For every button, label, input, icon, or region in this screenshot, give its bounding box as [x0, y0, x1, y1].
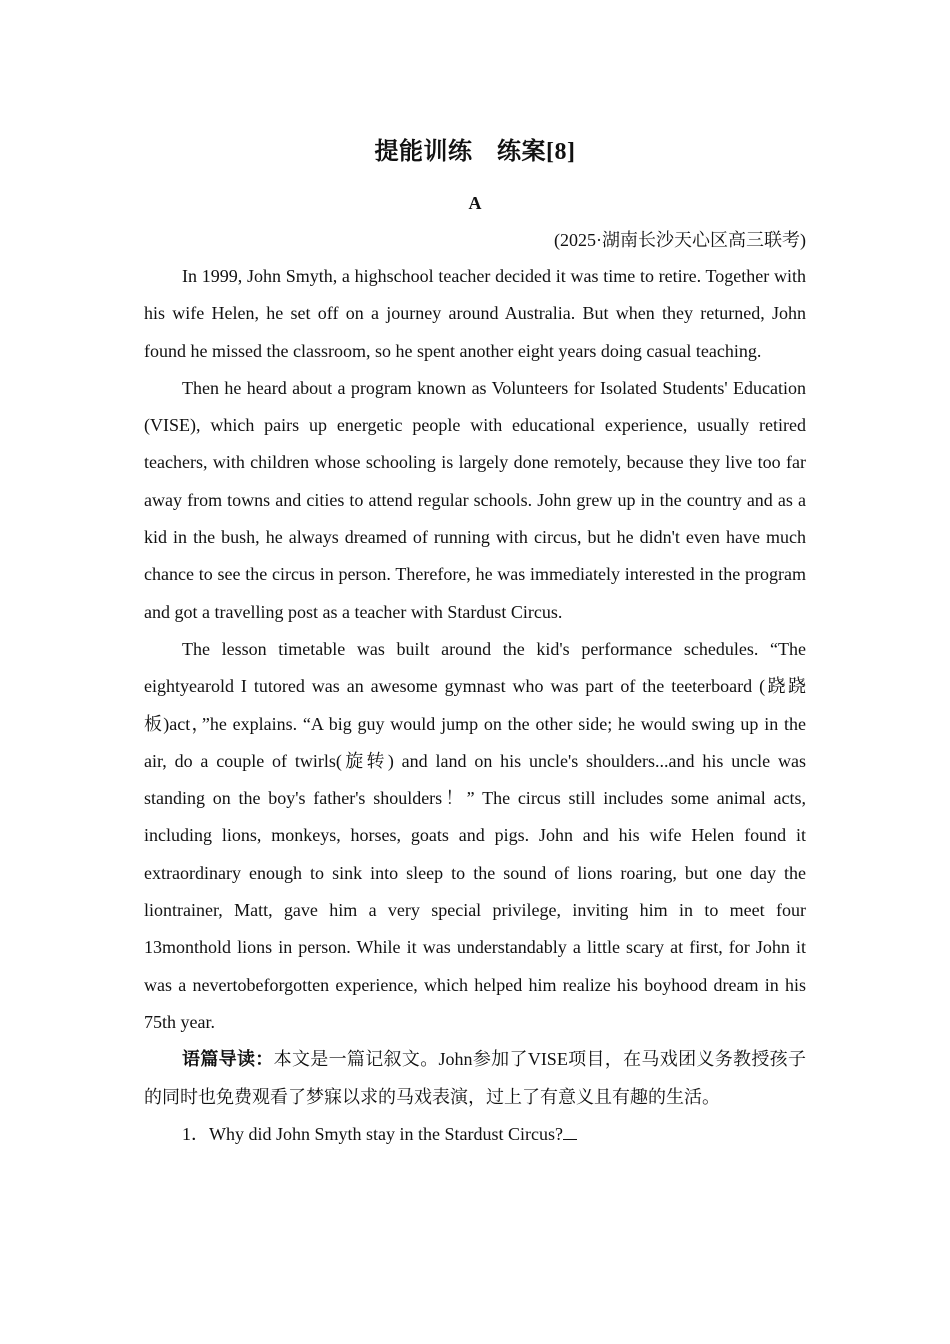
question-1 — [144, 1116, 806, 1153]
source-citation: (2025·湖南长沙天心区高三联考) — [554, 230, 806, 250]
passage-paragraph-1: In 1999, John Smyth, a highschool teacher decided it was time to retire. Together with his wife Helen, he set off on a journey around Australia. But when they returned, John found he missed the classroom, so he spent another eight years doing casual teaching. — [144, 266, 806, 361]
section-heading: A — [468, 193, 482, 213]
passage-paragraph-2: Then he heard about a program known as Volunteers for Isolated Students' Education (VISE), which pairs up energetic people with educational experience, usually retired teachers, with children whose schooling is largely done remotely, because they live too far away from towns and cities to attend regular schools. John grew up in the country and as a kid in the bush, he always dreamed of running with circus, but he didn't even have much chance to see the circus in person. Therefore, he was immediately interested in the program and got a travelling post as a teacher with Stardust Circus. — [144, 377, 806, 622]
page-title: 提能训练 练案[8] — [374, 139, 576, 165]
document-page — [144, 128, 806, 1153]
question-1-text: 1．Why did John Smyth stay in the Stardust Circus? — [182, 1123, 563, 1144]
answer-blank[interactable] — [563, 1121, 577, 1140]
passage-paragraph-3: The lesson timetable was built around the kid's performance schedules. “The eightyearold I tutored was an awesome gymnast who was part of the teeterboard (跷跷板)act，”he explains. “A big guy would jump on the other side; he would swing up in the air, do a couple of twirls(旋转) and land on his uncle's shoulders...and his uncle was standing on the boy's father's shoulders！” The circus still includes some animal acts, including lions, monkeys, horses, goats and pigs. John and his wife Helen found it extraordinary enough to sink into sleep to the sound of lions roaring, but one day the liontrainer, Matt, gave him a very special privilege, inviting him in to meet four 13monthold lions in person. While it was understandably a little scary at first, for John it was a nevertobeforgotten experience, which helped him realize his boyhood dream in his 75th year. — [144, 638, 806, 1032]
reading-guide-label: 语篇导读： — [182, 1049, 274, 1070]
reading-guide-text: 本文是一篇记叙文。John参加了VISE项目，在马戏团义务教授孩子的同时也免费观看了梦寐以求的马戏表演，过上了有意义且有趣的生活。 — [144, 1049, 807, 1107]
reading-guide — [144, 1041, 806, 1116]
